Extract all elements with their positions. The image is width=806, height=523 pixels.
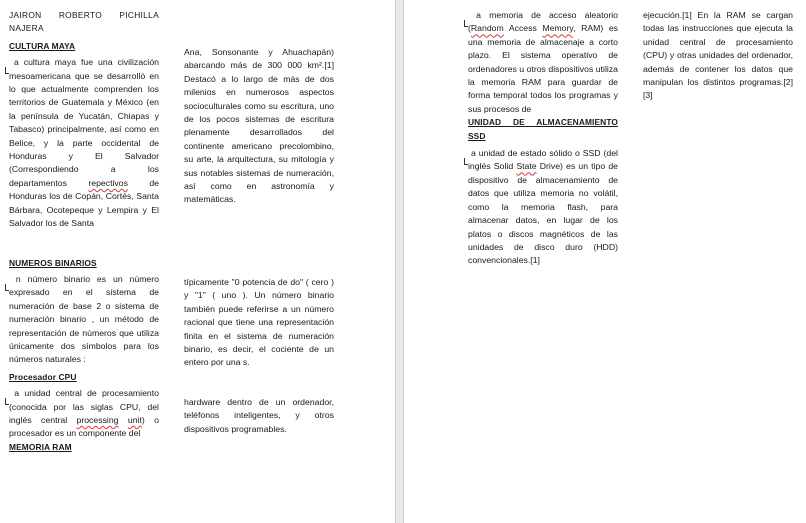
right-column-1 xyxy=(468,9,618,268)
heading-memoria-ram: MEMORIA RAM xyxy=(9,441,72,452)
left-column-2 xyxy=(184,46,334,434)
page-gutter xyxy=(395,0,404,523)
misspelled-word[interactable]: repectivos xyxy=(88,177,128,188)
heading-cultura-maya: CULTURA MAYA xyxy=(9,40,76,51)
heading-unidad-ssd: UNIDAD DE ALMACENAMIENTO SSD xyxy=(468,117,618,141)
paragraph-memoria-ram-cont: ejecución.[1] En la RAM se cargan todas las instrucciones que ejecuta la unidad central de procesamiento (CPU) y otras unidades del ordenador, además de contener los datos que manipulan los distintos programas.[2][3] xyxy=(643,10,793,101)
misspelled-word[interactable]: Random xyxy=(470,23,504,34)
paragraph-procesador-cpu-cont: hardware dentro de un ordenador, teléfonos inteligentes, y otros dispositivos programables. xyxy=(184,397,334,434)
paragraph-procesador-cpu: a unidad central de procesamiento (conocida por las siglas CPU, del inglés central processing unit) o procesador es un componente del xyxy=(9,387,159,441)
paragraph-cultura-maya: a cultura maya fue una civilización mesoamericana que se desarrolló en lo que actualmente comprenden los territorios de Guatemala y México (en la península de Yucatán, Chiapas y Tabasco) principalmente, así como en Belice, y la parte occidental de Honduras y El Salvador (Correspondiendo a los departamentos repectivos de Honduras los de Copán, Cortés, Santa Bárbara, Ocotepeque y Lempira y El Salvador los de Santa xyxy=(9,56,159,230)
author-name: JAIRON ROBERTO PICHILLA NAJERA xyxy=(9,10,159,34)
document-page-right xyxy=(404,0,806,523)
paragraph-numeros-binarios-cont: típicamente "0 potencia de do" ( cero ) y "1" ( uno ). Un número binario también puede referirse a un número racional que tiene una representación finita en el sistema de numeración binario, es decir, el cociente de un entero por una s. xyxy=(184,277,334,368)
left-column-1 xyxy=(9,9,159,454)
misspelled-word[interactable]: State xyxy=(516,161,537,172)
misspelled-word[interactable]: Memory xyxy=(542,23,574,34)
misspelled-word[interactable]: unit xyxy=(127,414,142,425)
heading-procesador-cpu: Procesador CPU xyxy=(9,371,77,382)
paragraph-numeros-binarios: n número binario es un número expresado en el sistema de numeración de base 2 o sistema de numeración binario , un método de representación de números que utiliza únicamente dos símbolos para los números naturales : xyxy=(9,273,159,367)
misspelled-word[interactable]: processing xyxy=(76,414,119,425)
paragraph-memoria-ram: a memoria de acceso aleatorio (Random Access Memory, RAM) es una memoria de almacenaje a corto plazo. El sistema operativo de ordenadores u otros dispositivos utiliza la memoria RAM para guardar de forma temporal todos los programas y sus procesos de xyxy=(468,9,618,116)
paragraph-cultura-maya-cont: Ana, Sonsonante y Ahuachapán) abarcando más de 300 000 km².[1] Destacó a lo largo de más de dos milenios en numerosos aspectos socioculturales como su escritura, uno de los pocos sistemas de escritura plenamente desarrollados del continente americano precolombino, su arte, la arquitectura, su mitología y sus notables sistemas de numeración, así como en astronomía y matemáticas. xyxy=(184,47,334,205)
heading-numeros-binarios: NUMEROS BINARIOS xyxy=(9,257,97,268)
document-page-left xyxy=(0,0,395,523)
paragraph-unidad-ssd: a unidad de estado sólido o SSD (del inglés Solid State Drive) es un tipo de dispositivo de almacenamiento de datos que utiliza memoria no volátil, como la memoria flash, para almacenar datos, en lugar de los platos o discos magnéticos de las unidades de disco duro (HDD) convencionales.[1] xyxy=(468,147,618,268)
right-column-2 xyxy=(643,9,793,103)
